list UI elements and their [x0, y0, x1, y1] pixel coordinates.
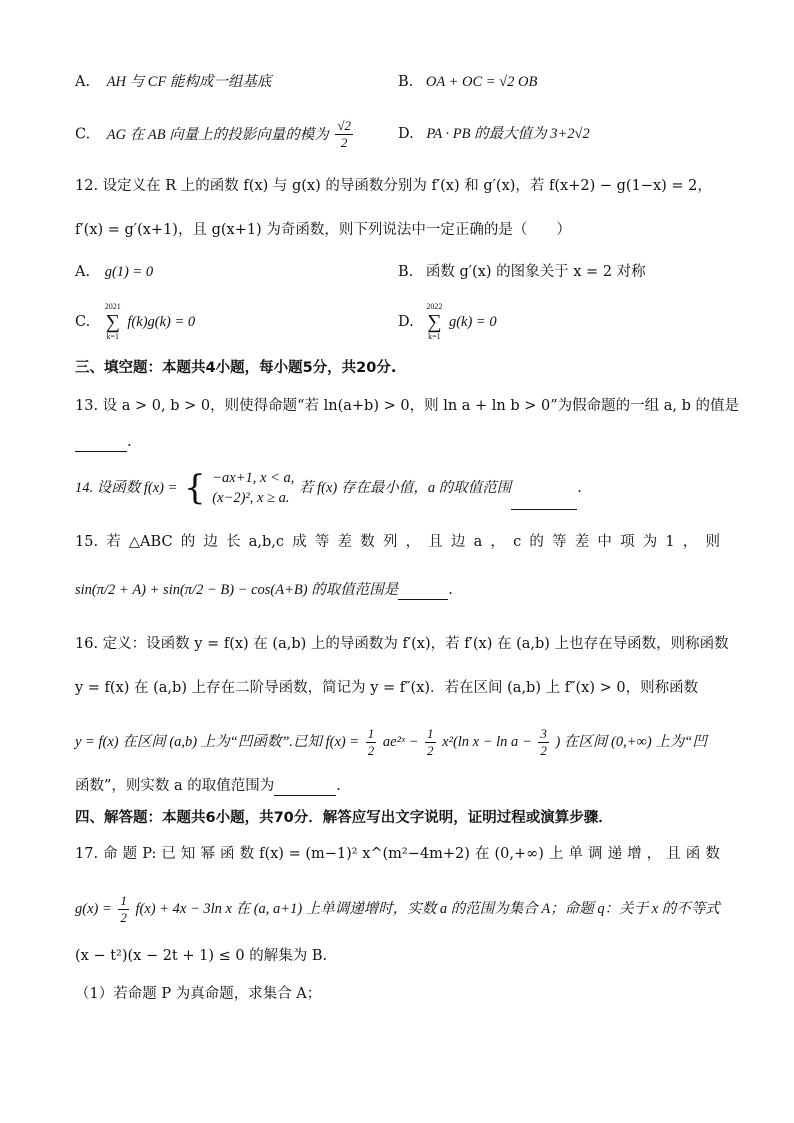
- word: 为: [642, 534, 658, 550]
- word: 函: [685, 846, 701, 862]
- word: 若: [106, 534, 121, 550]
- q12-option-b: B. 函数 g′(x) 的图象关于 x = 2 对称: [398, 264, 646, 280]
- q13-line1: 13. 设 a > 0, b > 0，则使得命题“若 ln(a+b) > 0，则 ln a + ln b > 0”为假命题的一组 a, b 的值是: [75, 398, 740, 414]
- word: 边: [203, 534, 218, 550]
- fraction: $\frac{3}{2}$: [540, 725, 547, 758]
- summation-symbol: 2022 ∑ k=1: [426, 302, 443, 341]
- word: 单: [568, 846, 583, 862]
- word: P:: [142, 846, 157, 862]
- word: 已: [161, 846, 176, 862]
- word: ，: [405, 534, 421, 550]
- q16-line3: y = f(x) 在区间 (a,b) 上为“凹函数”.已知 f(x) = $\frac{1}{2}$ ae²ˣ − $\frac{1}{2}$ x²(ln x − ln a − $\frac{3}{2}$ ) 在区间 (0,+∞) 上为“凹: [75, 725, 707, 758]
- word: a: [473, 534, 483, 550]
- word: 幂: [200, 846, 215, 862]
- q12-option-c: C. 2021 ∑ k=1 f(k)g(k) = 0: [75, 302, 196, 341]
- q17-line1: [75, 844, 720, 864]
- word: 边: [450, 534, 466, 550]
- word: △ABC: [128, 534, 173, 550]
- word: 中: [597, 534, 612, 550]
- q11-option-a-text: AH 与 CF 能构成一组基底: [106, 74, 272, 90]
- q11-option-c-text: AG 在 AB 向量上的投影向量的模为: [106, 126, 329, 143]
- q11-option-d-text: PA · PB 的最大值为 3+2√2: [426, 126, 590, 142]
- section-heading-solutions: 四、解答题：本题共6小题，共70分．解答应写出文字说明，证明过程或演算步骤．: [75, 810, 613, 826]
- word: 数: [239, 846, 255, 862]
- word: ，: [490, 534, 505, 550]
- word: 差: [337, 534, 353, 550]
- word: 命: [103, 846, 118, 862]
- q16-line4: 函数”，则实数 a 的取值范围为 .: [75, 778, 341, 794]
- word: 且: [666, 846, 681, 862]
- q17-line2: g(x) = $\frac{1}{2}$ f(x) + 4x − 3ln x 在 (a, a+1) 上单调递增时，实数 a 的范围为集合 A；命题 q：关于 x 的不等式: [75, 892, 720, 925]
- word: 等: [314, 534, 330, 550]
- answer-blank: [511, 509, 577, 510]
- q12-line1: 12. 设定义在 R 上的函数 f(x) 与 g(x) 的导函数分别为 f′(x) 和 g′(x)，若 f(x+2) − g(1−x) = 2，: [75, 178, 712, 194]
- word: 递: [607, 846, 623, 862]
- word: 17.: [75, 846, 99, 862]
- word: 函: [220, 846, 235, 862]
- fraction: $\frac{√2}{2}$: [337, 118, 351, 150]
- q11-option-a: A. AH 与 CF 能构成一组基底: [75, 74, 272, 90]
- word: 数: [360, 534, 375, 550]
- section-heading-fill-in: 三、填空题：本题共4小题，每小题5分，共20分.: [75, 360, 397, 376]
- summation-symbol: 2021 ∑ k=1: [104, 302, 121, 341]
- word: a,b,c: [248, 534, 285, 550]
- word: f(x) = (m−1)² x^(m²−4m+2): [259, 846, 470, 862]
- word: 数: [705, 846, 720, 862]
- q12-line2: f′(x) = g′(x+1)，且 g(x+1) 为奇函数，则下列说法中一定正确的是（ ）: [75, 222, 571, 238]
- word: 增: [627, 846, 642, 862]
- q15-line1: [75, 532, 720, 552]
- fraction: $\frac{1}{2}$: [120, 892, 127, 925]
- q13-line2: .: [75, 432, 132, 452]
- q11-option-d: D. PA · PB 的最大值为 3+2√2: [398, 126, 590, 142]
- q17-line3: (x − t²)(x − 2t + 1) ≤ 0 的解集为 B.: [75, 948, 328, 964]
- word: 差: [574, 534, 590, 550]
- word: ，: [646, 846, 662, 862]
- word: 则: [705, 534, 720, 550]
- fraction: $\frac{1}{2}$: [427, 725, 434, 758]
- word: c: [513, 534, 522, 550]
- word: 等: [552, 534, 567, 550]
- answer-blank: [398, 599, 448, 600]
- word: 长: [226, 534, 241, 550]
- fraction: $\frac{1}{2}$: [367, 725, 375, 758]
- q12-option-d: D. 2022 ∑ k=1 g(k) = 0: [398, 302, 497, 341]
- q14: 14. 设函数 f(x) = { −ax+1, x < a, (x−2)², x ≥ a. 若 f(x) 存在最小值，a 的取值范围 .: [75, 468, 582, 508]
- word: 的: [529, 534, 544, 550]
- q16-line1: 16. 定义：设函数 y = f(x) 在 (a,b) 上的导函数为 f′(x)，若 f′(x) 在 (a,b) 上也存在导函数，则称函数: [75, 636, 729, 652]
- word: 项: [620, 534, 635, 550]
- word: 调: [588, 846, 603, 862]
- word: 的: [180, 534, 196, 550]
- q17-part1: （1）若命题 P 为真命题，求集合 A；: [75, 986, 322, 1002]
- word: 且: [428, 534, 443, 550]
- q12-option-a: A. g(1) = 0: [75, 264, 154, 280]
- word: 成: [292, 534, 307, 550]
- answer-blank: [75, 451, 127, 452]
- word: 15.: [75, 534, 99, 550]
- word: 1: [665, 534, 675, 550]
- word: 题: [122, 846, 138, 862]
- word: ，: [682, 534, 698, 550]
- answer-blank: [274, 795, 336, 796]
- q15-line2: sin(π/2 + A) + sin(π/2 − B) − cos(A+B) 的取值范围是 .: [75, 582, 453, 598]
- q11-option-c: C. AG 在 AB 向量上的投影向量的模为 $\frac{√2}{2}$: [75, 118, 351, 150]
- piecewise-cases: −ax+1, x < a, (x−2)², x ≥ a.: [212, 470, 295, 506]
- word: 知: [180, 846, 196, 862]
- word: (0,+∞): [494, 846, 544, 862]
- word: 列: [382, 534, 398, 550]
- q16-line2: y = f(x) 在 (a,b) 上存在二阶导函数，简记为 y = f″(x)．若在区间 (a,b) 上 f″(x) > 0，则称函数: [75, 680, 699, 696]
- word: 上: [548, 846, 564, 862]
- q11-option-b: B. OA + OC = √2 OB: [398, 74, 538, 90]
- word: 在: [474, 846, 490, 862]
- q11-option-b-text: OA + OC = √2 OB: [425, 74, 538, 90]
